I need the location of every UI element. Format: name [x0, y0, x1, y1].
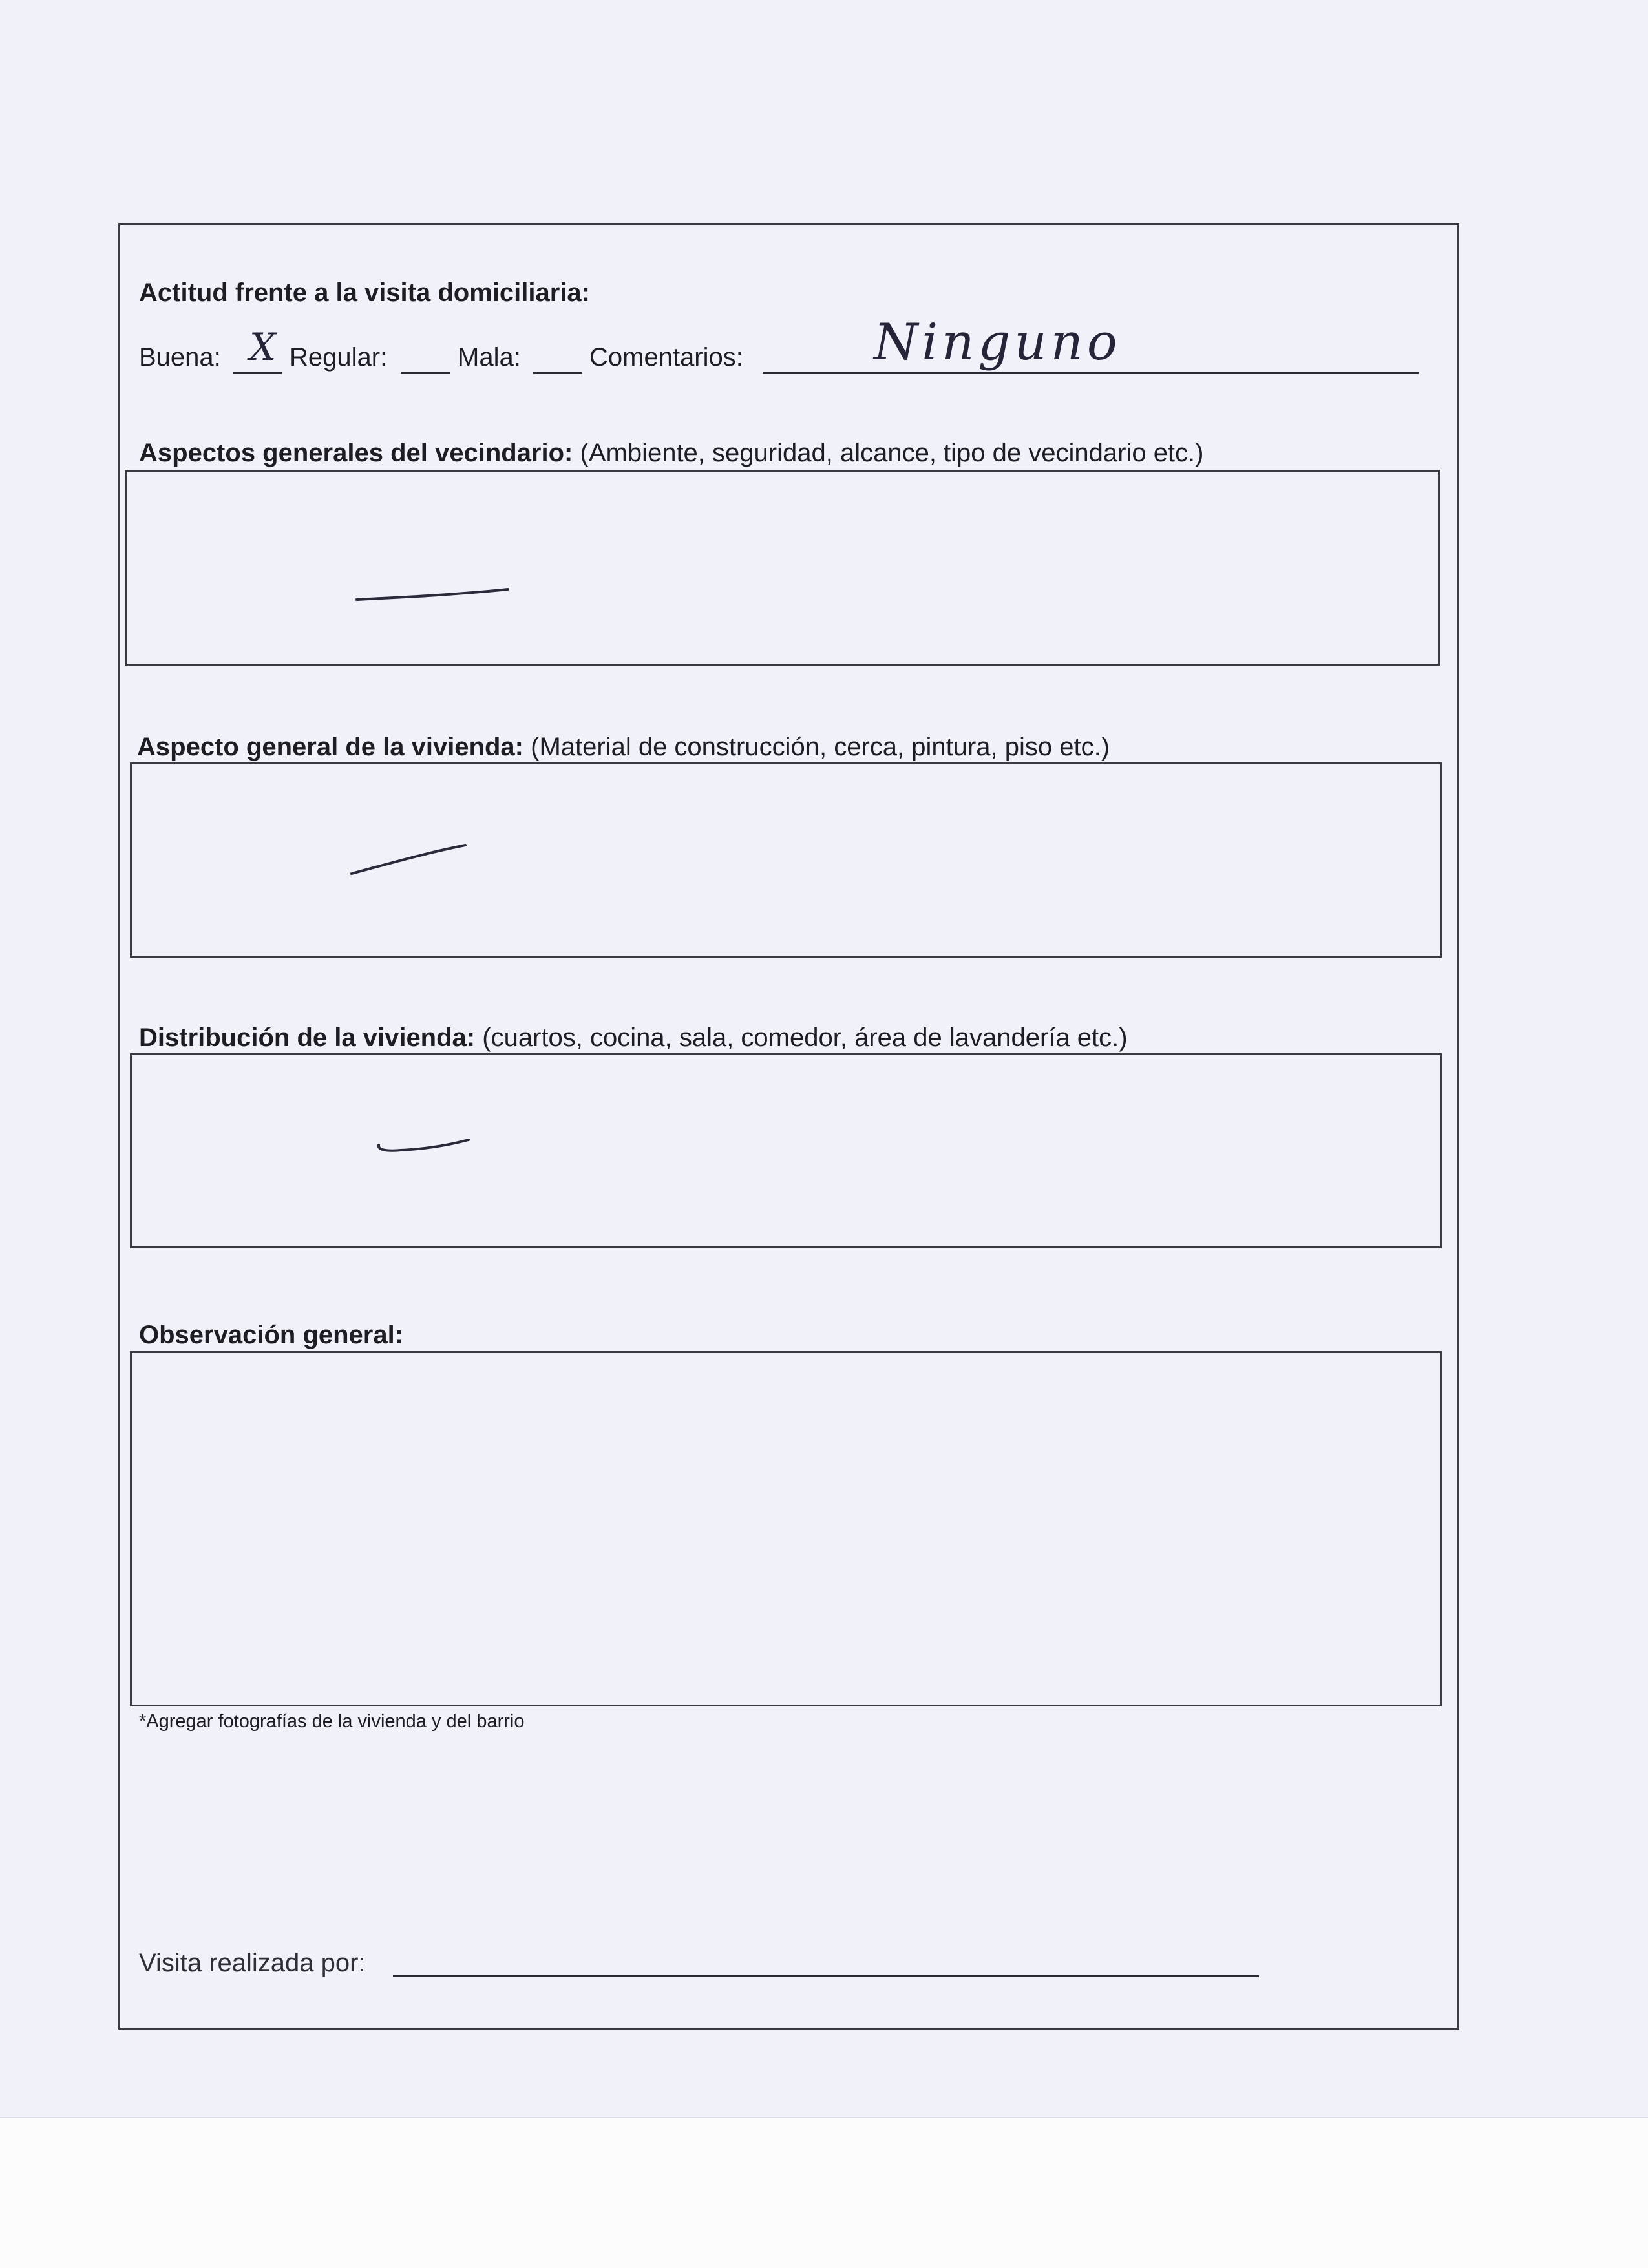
neighborhood-box[interactable] — [125, 470, 1440, 666]
buena-blank[interactable] — [233, 372, 282, 374]
neighborhood-label — [139, 438, 1203, 468]
distribution-heading: Distribución de la vivienda: — [139, 1024, 476, 1052]
comments-blank[interactable] — [763, 372, 1419, 374]
neighborhood-heading: Aspectos generales del vecindario: — [139, 439, 573, 467]
mala-blank[interactable] — [533, 372, 582, 374]
distribution-hint: (cuartos, cocina, sala, comedor, área de lavandería etc.) — [482, 1024, 1128, 1052]
buena-mark: X — [249, 325, 277, 369]
distribution-box[interactable] — [130, 1053, 1442, 1248]
signature-label: Visita realizada por: — [139, 1949, 366, 1977]
observation-box[interactable] — [130, 1351, 1442, 1706]
dwelling-dash-mark — [349, 840, 478, 879]
dwelling-box[interactable] — [130, 762, 1442, 958]
neighborhood-hint: (Ambiente, seguridad, alcance, tipo de vecindario etc.) — [580, 439, 1204, 467]
distribution-label — [139, 1023, 1128, 1053]
dwelling-label — [137, 732, 1110, 762]
regular-blank[interactable] — [401, 372, 450, 374]
dwelling-heading: Aspecto general de la vivienda: — [137, 733, 523, 761]
comments-value: Ninguno — [874, 313, 1121, 372]
regular-label: Regular: — [290, 343, 388, 372]
observation-heading: Observación general: — [139, 1321, 404, 1349]
mala-label: Mala: — [458, 343, 521, 372]
neighborhood-dash-mark — [355, 580, 517, 606]
comments-label: Comentarios: — [589, 343, 743, 372]
dwelling-hint: (Material de construcción, cerca, pintura, piso etc.) — [531, 733, 1110, 761]
distribution-dash-mark — [375, 1131, 478, 1157]
attitude-heading: Actitud frente a la visita domiciliaria: — [139, 278, 590, 307]
scan-background — [0, 2118, 1648, 2268]
footnote: *Agregar fotografías de la vivienda y del barrio — [139, 1711, 525, 1732]
buena-label: Buena: — [139, 343, 221, 372]
signature-blank[interactable] — [393, 1975, 1259, 1977]
